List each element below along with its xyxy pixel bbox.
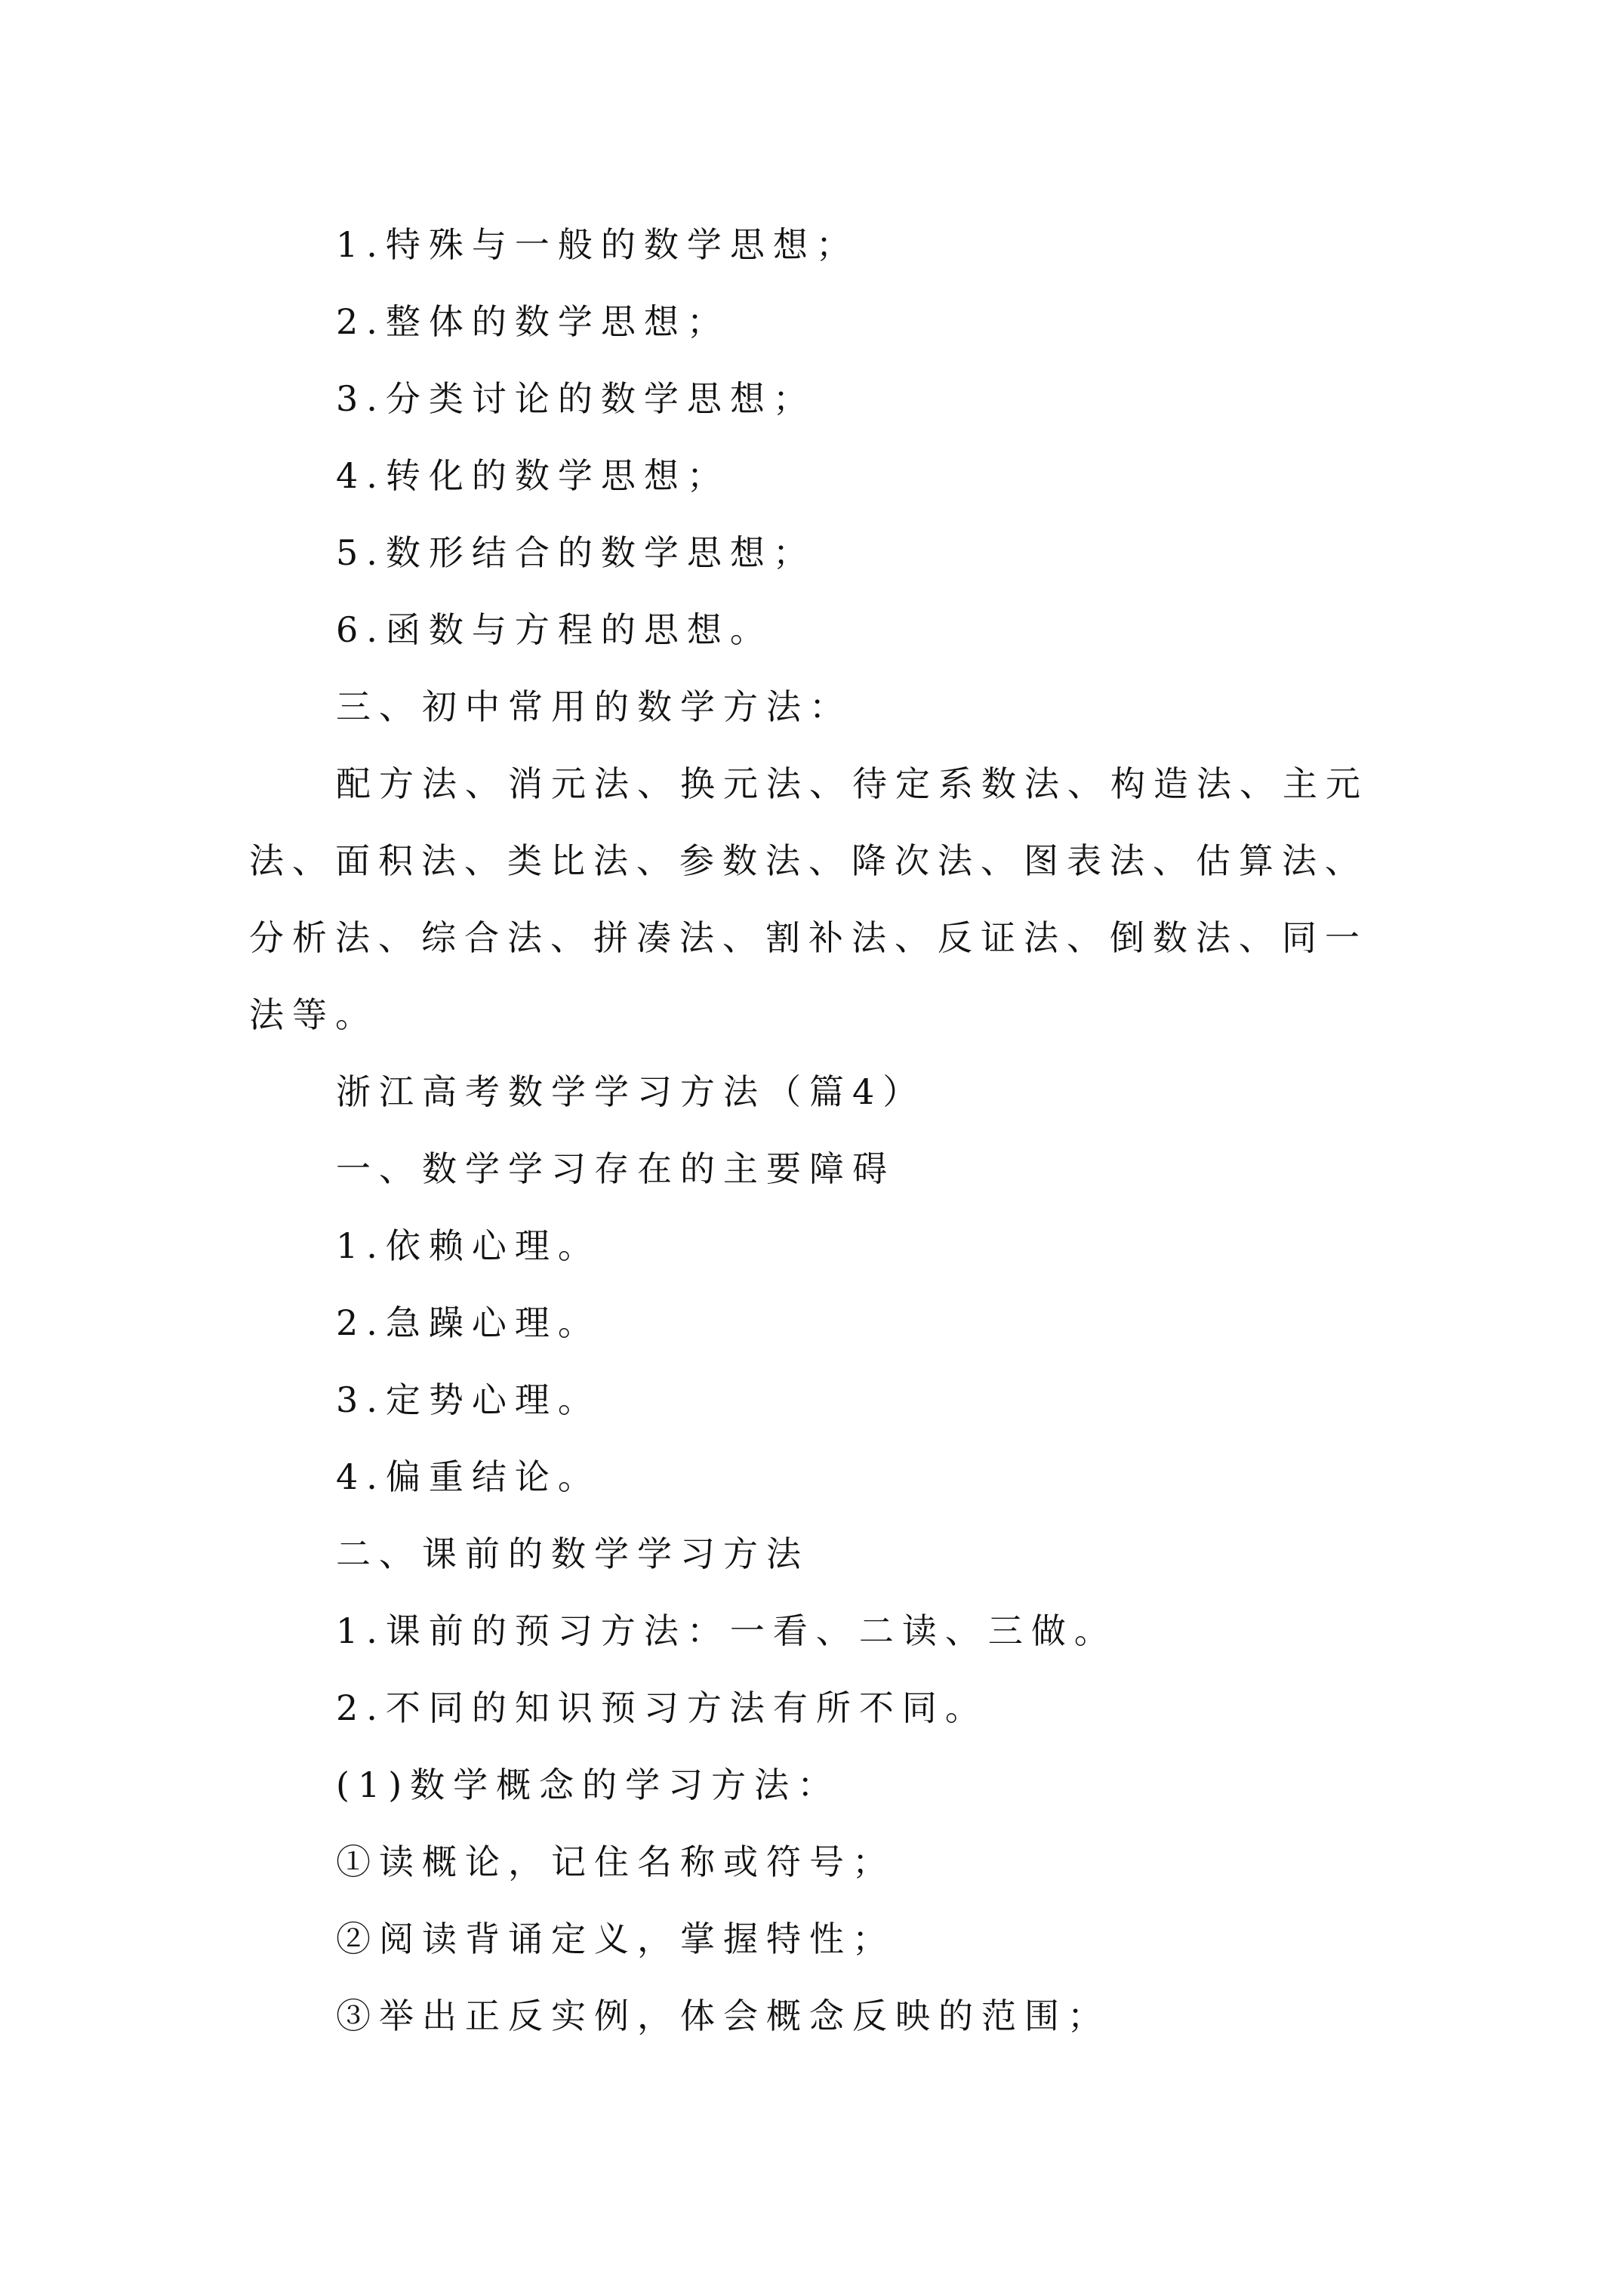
section-heading-preclass: 二、课前的数学学习方法	[336, 1533, 809, 1574]
list-item-recite-definition: ②阅读背诵定义，掌握特性；	[336, 1918, 895, 1959]
paragraph-line: 分析法、综合法、拼凑法、割补法、反证法、倒数法、同一	[249, 917, 1368, 958]
section-heading-methods: 三、初中常用的数学方法：	[336, 686, 852, 727]
list-item-examples: ③举出正反实例，体会概念反映的范围；	[336, 1996, 1110, 2036]
paragraph-line: 配方法、消元法、换元法、待定系数法、构造法、主元	[336, 763, 1369, 804]
list-item-dependence: 1.依赖心理。	[336, 1225, 601, 1266]
list-item-classification: 3.分类讨论的数学思想；	[336, 378, 816, 419]
paragraph-line: 法等。	[249, 994, 378, 1035]
article-title: 浙江高考数学学习方法（篇4）	[336, 1071, 926, 1112]
list-item-read-concept: ①读概论，记住名称或符号；	[336, 1841, 895, 1882]
list-item-holistic: 2.整体的数学思想；	[336, 301, 730, 342]
list-item-special-general: 1.特殊与一般的数学思想；	[336, 224, 859, 265]
paragraph-line: 法、面积法、类比法、参数法、降次法、图表法、估算法、	[249, 840, 1368, 881]
list-item-conclusion-focus: 4.偏重结论。	[336, 1456, 601, 1497]
list-item-preview-method: 1.课前的预习方法：一看、二读、三做。	[336, 1610, 1117, 1651]
section-heading-obstacles: 一、数学学习存在的主要障碍	[336, 1148, 895, 1189]
list-item-impatience: 2.急躁心理。	[336, 1302, 601, 1343]
list-item-different-knowledge: 2.不同的知识预习方法有所不同。	[336, 1687, 988, 1728]
list-item-mindset: 3.定势心理。	[336, 1379, 601, 1420]
list-item-function-equation: 6.函数与方程的思想。	[336, 609, 773, 650]
list-item-number-shape: 5.数形结合的数学思想；	[336, 532, 816, 573]
sub-heading-concepts: (1)数学概念的学习方法：	[336, 1764, 841, 1805]
list-item-transformation: 4.转化的数学思想；	[336, 455, 730, 496]
